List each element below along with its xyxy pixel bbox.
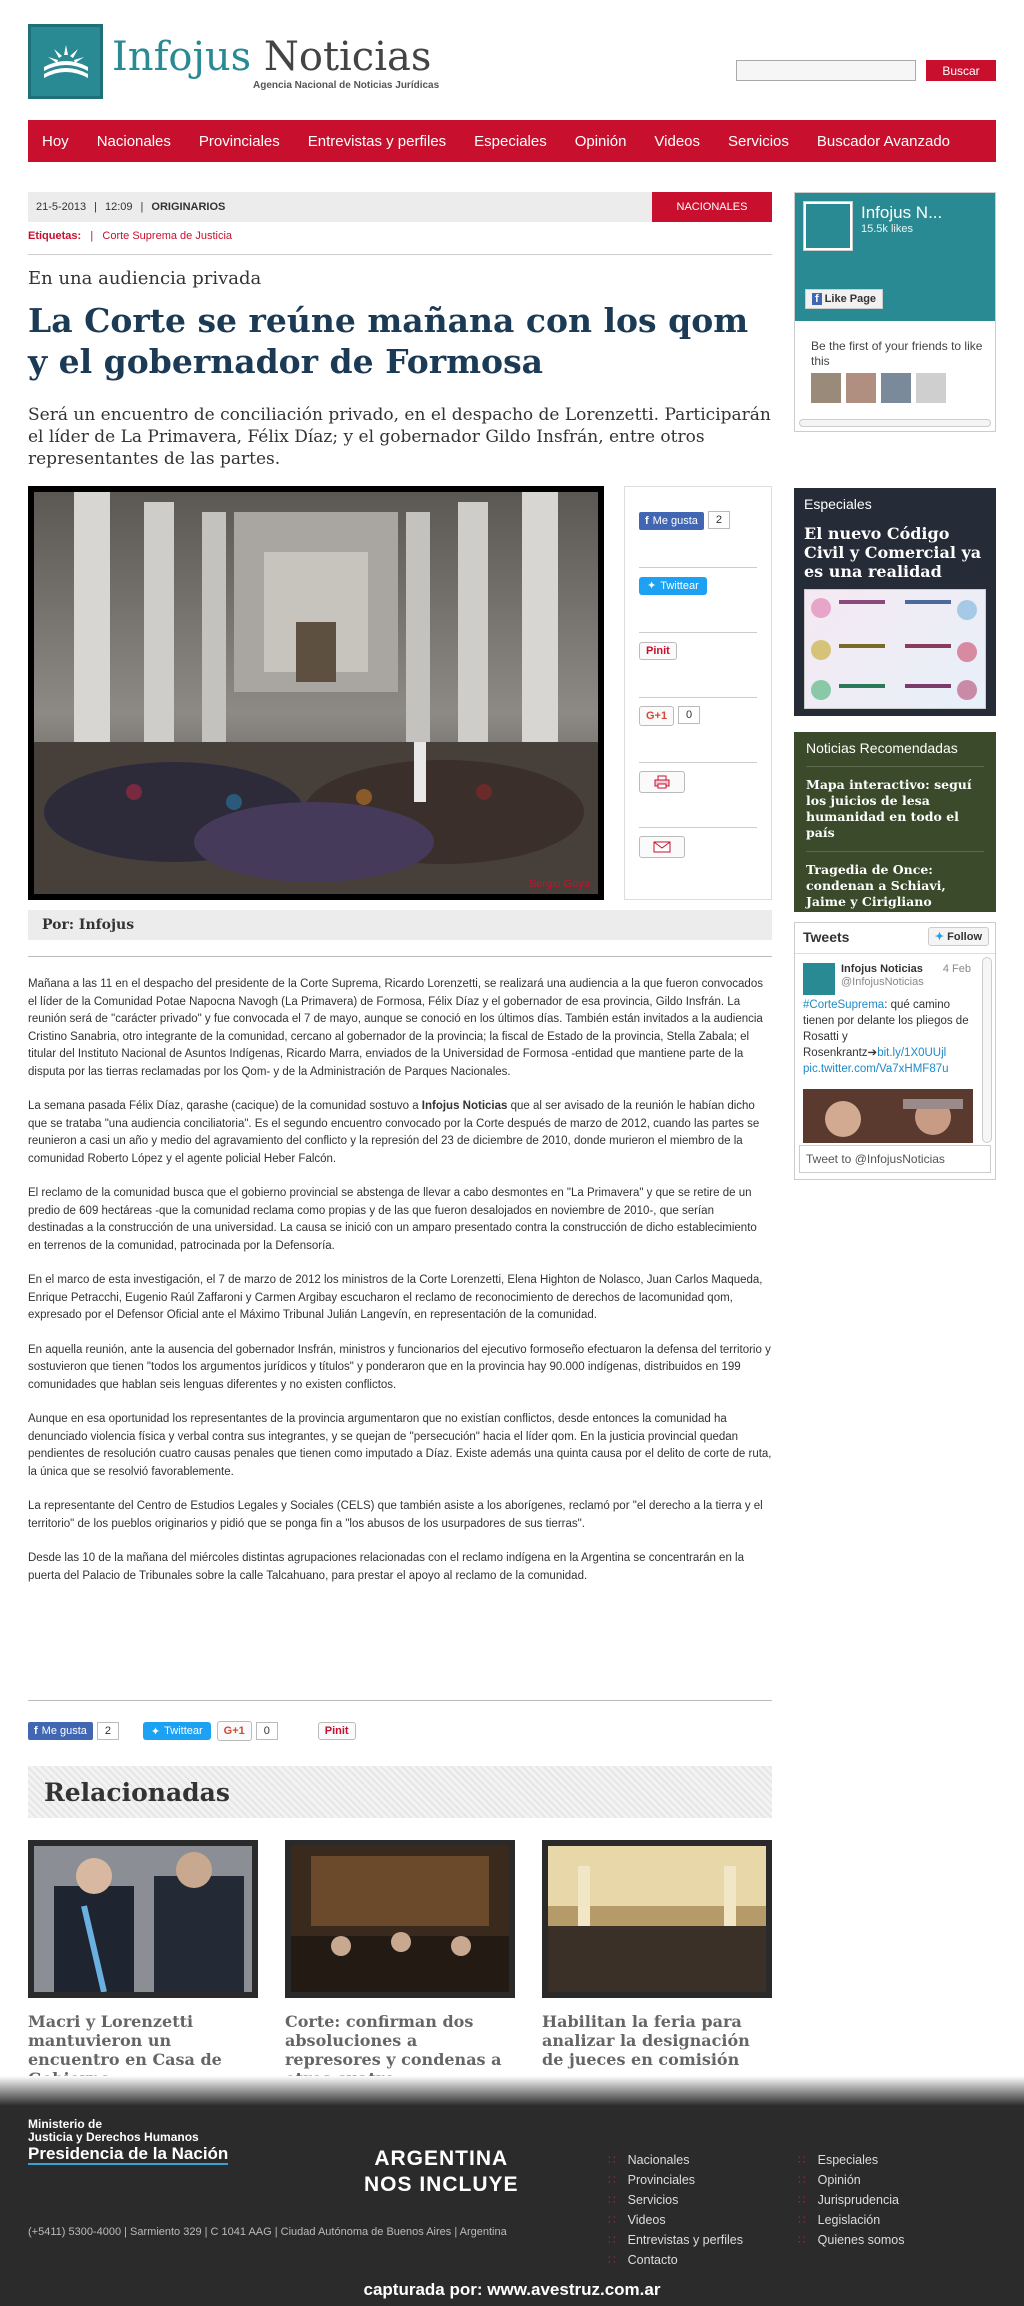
twitter-share-button[interactable] — [143, 1722, 211, 1740]
tweet-image[interactable] — [803, 1089, 973, 1143]
especiales-box — [794, 488, 996, 716]
search-input[interactable] — [736, 60, 916, 81]
printer-icon — [654, 775, 670, 789]
capture-credit: capturada por: www.avestruz.com.ar — [363, 2280, 661, 2299]
facebook-page-likes: 15.5k likes — [861, 223, 913, 235]
article-date: 21-5-2013 — [36, 201, 87, 213]
related-card[interactable] — [285, 1840, 515, 2088]
footer-link[interactable]: ∷ Legislación — [798, 2210, 905, 2230]
body-paragraph: Mañana a las 11 en el despacho del presidente de la Corte Suprema, Ricardo Lorenzetti, se realizará una audiencia a la que fueron convocados el líder de la Comunidad Potae Napocna Navogh (La Primavera) de Formosa, Félix Díaz y el gobernador de esa provincia, Gildo Insfrán. La reunión será de "carácter privado" y fue convocada el 7 de mayo, aunque se conoció en los últimos días. También están invitados a la audiencia Cristino Sanabria, otro integrante de la comunidad, cercano al gobernador de la provincia; la fiscal de Estado de la provincia, Stella Zabala; el titular del Instituto Nacional de Asuntos Indígenas, Ricardo Marra, enviados de la Universidad de Formosa -entidad que mantiene parte de la disputa por las tierras reclamadas por los Qom- y de la Administración de Parques Nacionales. — [28, 978, 763, 1078]
facebook-like-page-button[interactable] — [805, 289, 883, 309]
tweet-body: : qué camino tienen por delante los pliegos de Rosatti y Rosenkrantz➔ — [803, 999, 969, 1059]
nav-item-opinion[interactable]: Opinión — [574, 132, 627, 150]
footer-links-col2 — [798, 2150, 905, 2250]
facebook-widget-scrollbar[interactable] — [799, 419, 991, 427]
slogan-line: NOS INCLUYE — [364, 2173, 519, 2196]
ministry-logo[interactable] — [28, 2118, 228, 2165]
twitter-share-label: Twittear — [164, 1725, 203, 1737]
ministry-presidency: Presidencia de la Nación — [28, 2144, 229, 2163]
twitter-share-button[interactable] — [639, 577, 707, 595]
avatar[interactable] — [811, 373, 841, 403]
recommended-item[interactable]: Mapa interactivo: seguí los juicios de lesa humanidad en todo el país — [806, 767, 984, 852]
pinterest-button[interactable]: Pinit — [639, 642, 677, 660]
tweet-media-link[interactable]: pic.twitter.com/Va7xHMF87u — [803, 1063, 949, 1075]
article-source: ORIGINARIOS — [151, 201, 226, 213]
avatar[interactable] — [846, 373, 876, 403]
nav-item-especiales[interactable]: Especiales — [474, 132, 547, 150]
footer-address: (+5411) 5300-4000 | Sarmiento 329 | C 1041 AAG | Ciudad Autónoma de Buenos Aires | Argentina — [28, 2226, 507, 2238]
argentina-slogan — [364, 2146, 519, 2198]
tweet-author-name[interactable]: Infojus Noticias — [841, 963, 923, 975]
related-header: Relacionadas — [28, 1766, 772, 1818]
related-thumbnail[interactable] — [285, 1840, 515, 1998]
recommended-box — [794, 732, 996, 912]
especiales-title[interactable]: El nuevo Código Civil y Comercial ya es una realidad — [804, 524, 982, 581]
tweet-author-handle[interactable]: @InfojusNoticias — [841, 976, 924, 988]
share-column — [624, 486, 772, 900]
related-card[interactable] — [28, 1840, 258, 2088]
recommended-item[interactable]: Tragedia de Once: condenan a Schiavi, Jaime y Cirigliano — [806, 862, 946, 909]
share-email — [639, 828, 757, 893]
facebook-page-avatar[interactable] — [803, 201, 853, 251]
recommended-header: Noticias Recomendadas — [806, 740, 984, 767]
twitter-share-label: Twittear — [660, 579, 699, 592]
article-time: 12:09 — [105, 201, 133, 213]
facebook-page-name[interactable]: Infojus N... — [861, 203, 943, 222]
section-badge[interactable]: NACIONALES — [652, 192, 772, 222]
divider — [28, 956, 772, 957]
twitter-bird-icon: ✦ — [934, 931, 945, 943]
footer-link[interactable]: ∷ Provinciales — [608, 2170, 743, 2190]
nav-item-entrevistas[interactable]: Entrevistas y perfiles — [307, 132, 447, 150]
gplus-button[interactable]: G+1 — [639, 706, 674, 726]
slogan-line: ARGENTINA — [374, 2147, 509, 2170]
related-thumbnail[interactable] — [542, 1840, 772, 1998]
related-title[interactable]: Corte: confirman dos absoluciones a represores y condenas a — [285, 2012, 502, 2069]
footer-link[interactable]: ∷ Especiales — [798, 2150, 905, 2170]
article-meta-bar — [28, 192, 772, 222]
article-body — [28, 976, 772, 1602]
share-gplus — [639, 698, 757, 763]
share-bar-bottom — [28, 1720, 356, 1742]
meta-separator: | — [94, 201, 98, 213]
paragraph-text: que al ser avisado de la reunión le habían dicho que se trataba "una audiencia conciliatoria". Es el segundo encuentro convocado por la Corte después de marzo de 2012, cuando las partes se reunieron a casi un año y medio del agravamiento del conflicto y la represión del 23 de diciembre de 2010, donde murieron el miembro de la comunidad Roberto López y el agente policial Heber Falcón. — [28, 1100, 760, 1165]
related-title[interactable]: Macri y Lorenzetti mantuvieron un encuentro en Casa de — [28, 2012, 222, 2069]
ministry-line: Justicia y Derechos Humanos — [28, 2130, 199, 2144]
nav-item-nacionales[interactable]: Nacionales — [96, 132, 171, 150]
body-paragraph: Desde las 10 de la mañana del miércoles distintas agrupaciones relacionadas con el reclamo indígena en la Argentina se concentrarán en la puerta del Palacio de Tribunales sobre la calle Talcahuano, para prestar el apoyo al reclamo de la comunidad. — [28, 1552, 744, 1582]
divider — [795, 953, 995, 954]
body-paragraph: La representante del Centro de Estudios Legales y Sociales (CELS) que también asiste a los aborígenes, reclamó por "el derecho a la tierra y el territorio" de los pueblos originarios y pidió que se ponga fin a "los abusos de los usurpadores de sus tierras". — [28, 1500, 763, 1530]
gplus-button[interactable]: G+1 — [217, 1721, 252, 1741]
tweets-scrollbar[interactable] — [982, 957, 992, 1143]
facebook-like-button[interactable] — [639, 512, 704, 530]
facebook-friends-text: Be the first of your friends to like this — [811, 339, 983, 368]
avatar[interactable] — [803, 963, 835, 995]
avatar[interactable] — [881, 373, 911, 403]
footer-link[interactable]: ∷ Opinión — [798, 2170, 905, 2190]
nav-item-provinciales[interactable]: Provinciales — [198, 132, 280, 150]
twitter-widget — [794, 922, 996, 1180]
nav-item-hoy[interactable]: Hoy — [42, 132, 69, 150]
site-footer — [0, 2106, 1024, 2306]
logo-secondary: Noticias — [263, 34, 432, 80]
follow-label: Follow — [947, 931, 982, 943]
footer-shadow — [0, 2076, 1024, 2106]
twitter-bird-icon: ✦ — [150, 1725, 161, 1738]
gplus-count: 0 — [678, 706, 700, 724]
share-print — [639, 763, 757, 828]
share-twitter — [639, 568, 757, 633]
divider — [28, 254, 772, 255]
avatar[interactable] — [916, 373, 946, 403]
ministry-line: Ministerio de — [28, 2117, 103, 2131]
nav-item-videos[interactable]: Videos — [654, 132, 701, 150]
tweets-header: Tweets — [803, 929, 850, 945]
site-logo[interactable] — [112, 34, 431, 80]
article-headline: La Corte se reúne mañana con los qom y el gobernador de Formosa — [28, 301, 749, 381]
article-deck: Será un encuentro de conciliación privado, en el despacho de Lorenzetti. Participarán el líder de La Primavera, Félix Díaz; y el gobernador Gildo Insfrán, entre otros representantes de las partes. — [28, 405, 771, 469]
facebook-like-label: Me gusta — [41, 1725, 87, 1737]
tweet-text — [803, 997, 973, 1077]
article-tags: Etiquetas: | Corte Suprema de Justicia — [28, 230, 233, 242]
especiales-image[interactable] — [804, 589, 986, 709]
search-button[interactable]: Buscar — [926, 60, 996, 81]
meta-separator: | — [140, 201, 144, 213]
facebook-like-button[interactable] — [28, 1722, 93, 1740]
related-title[interactable]: Habilitan la feria para analizar la designación de jueces en comisión — [542, 2012, 750, 2069]
facebook-like-count: 2 — [97, 1722, 119, 1740]
facebook-like-count: 2 — [708, 511, 730, 529]
tags-label: Etiquetas: — [28, 230, 82, 242]
like-page-label: Like Page — [824, 293, 877, 305]
body-paragraph: En aquella reunión, ante la ausencia del gobernador Insfrán, ministros y funcionarios del ejecutivo formoseño efectuaron la defensa del territorio y sostuvieron que tienen "todos los argumentos jurídicos y títulos" y ponderaron que en la provincia hay 90.000 indígenas, distribuidos en 199 comunidades que hablan seis lenguas diferentes y no existen conflictos. — [28, 1343, 771, 1391]
logo-primary: Infojus — [112, 34, 252, 80]
tag-link[interactable]: Corte Suprema de Justicia — [102, 230, 233, 242]
footer-link[interactable]: ∷ Quienes somos — [798, 2230, 905, 2250]
footer-link[interactable]: ∷ Jurisprudencia — [798, 2190, 905, 2210]
share-facebook — [639, 503, 757, 568]
body-paragraph: Aunque en esa oportunidad los representantes de la provincia argumentaron que no existían conflictos, desde entonces la comunidad ha denunciado violencia física y verbal contra sus integrantes, y se quejan de "persecución" hacia el líder qom. En la justicia provincial quedan pendientes de resolución cuatro causas penales que tienen como imputado a Díaz. Existe además una quinta causa por el delito de corte de ruta, la única que se resolvió favorablemente. — [28, 1413, 772, 1478]
tweet-date[interactable]: 4 Feb — [942, 963, 971, 975]
article-photo — [28, 486, 604, 900]
footer-link[interactable]: ∷ Entrevistas y perfiles — [608, 2230, 743, 2250]
twitter-follow-button[interactable] — [928, 927, 989, 946]
share-pinterest — [639, 633, 757, 698]
tweet-to-input[interactable]: Tweet to @InfojusNoticias — [799, 1145, 991, 1173]
print-button[interactable] — [639, 771, 685, 793]
especiales-header[interactable]: Especiales — [804, 496, 872, 512]
article-kicker: En una audiencia privada — [28, 268, 262, 289]
footer-link[interactable]: ∷ Servicios — [608, 2190, 743, 2210]
footer-link[interactable]: ∷ Videos — [608, 2210, 743, 2230]
nav-item-servicios[interactable]: Servicios — [728, 132, 789, 150]
facebook-friend-faces — [811, 373, 946, 403]
nav-item-buscador[interactable]: Buscador Avanzado — [816, 132, 951, 150]
body-paragraph: El reclamo de la comunidad busca que el gobierno provincial se abstenga de llevar a cabo desmontes en "La Primavera" y que se retire de un predio de 609 hectáreas -que la comunidad reclama como propias y de las que fueron desalojados en noviembre de 2010-, que serían destinadas a la construcción de una universidad. La causa se inició con un amparo presentado contra la construcción de dicho establecimiento en terrenos de la comunidad, patrocinada por la Defensoría. — [28, 1187, 757, 1252]
site-header — [0, 0, 1024, 120]
body-paragraph: En el marco de esta investigación, el 7 de marzo de 2012 los ministros de la Corte Lorenzetti, Elena Highton de Nolasco, Juan Carlos Maqueda, Enrique Petracchi, Eugenio Raúl Zaffaroni y Carmen Argibay escucharon el reclamo de reconocimiento de derechos de lacomunidad qom, expresado por el Defensor Oficial ante el Máximo Tribunal Julián Langevín, en representación de la comunidad. — [28, 1274, 763, 1321]
facebook-icon: f — [812, 293, 822, 305]
paragraph-text: La semana pasada Félix Díaz, qarashe (cacique) de la comunidad sostuvo a — [28, 1100, 422, 1112]
tweet-hashtag[interactable]: #CorteSuprema — [803, 999, 885, 1011]
main-nav — [28, 120, 996, 162]
gplus-count: 0 — [256, 1722, 278, 1740]
logo-book-icon[interactable] — [28, 24, 103, 99]
footer-links-col1 — [608, 2150, 743, 2270]
pinterest-button[interactable]: Pinit — [318, 1722, 356, 1740]
envelope-icon — [653, 841, 671, 853]
facebook-icon: f — [34, 1725, 38, 1737]
logo-subtitle: Agencia Nacional de Noticias Jurídicas — [253, 80, 440, 91]
facebook-cover[interactable] — [795, 193, 995, 321]
court-hall-image — [34, 492, 598, 894]
photo-credit: Sergio Goya — [528, 878, 590, 890]
email-button[interactable] — [639, 836, 685, 858]
paragraph-bold: Infojus Noticias — [421, 1100, 508, 1112]
footer-link[interactable]: ∷ Nacionales — [608, 2150, 743, 2170]
facebook-like-label: Me gusta — [652, 515, 698, 527]
article-author: Por: Infojus — [28, 910, 772, 940]
facebook-page-widget — [794, 192, 996, 432]
divider — [28, 1700, 772, 1701]
twitter-bird-icon: ✦ — [647, 580, 657, 592]
related-card[interactable] — [542, 1840, 772, 2069]
footer-link[interactable]: ∷ Contacto — [608, 2250, 743, 2270]
tweet-link[interactable]: bit.ly/1X0UUjl — [877, 1047, 947, 1059]
related-thumbnail[interactable] — [28, 1840, 258, 1998]
body-paragraph — [28, 1098, 772, 1168]
facebook-icon: f — [645, 515, 649, 527]
